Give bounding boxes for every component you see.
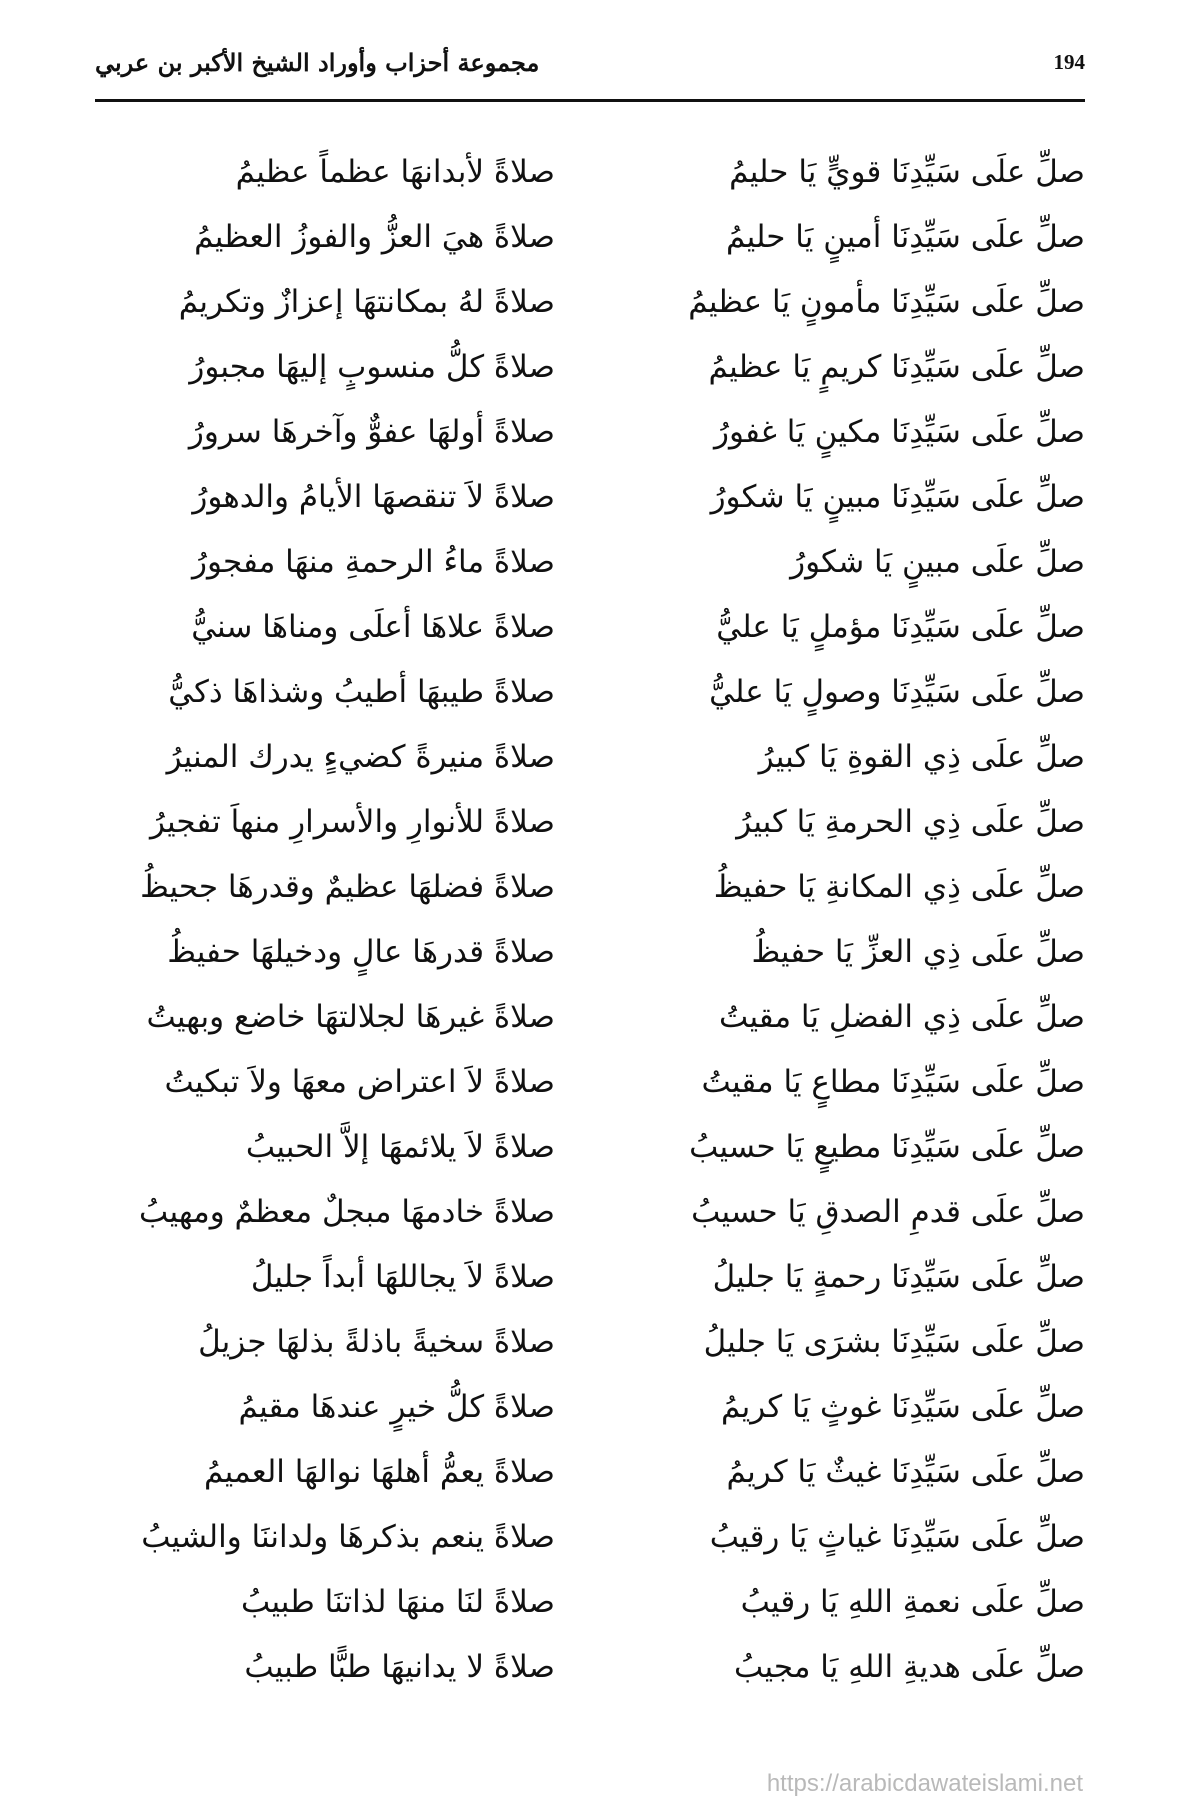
verse-line bbox=[95, 1572, 1085, 1637]
verse-second-hemistich: صلاةً ماءُ الرحمةِ منهَا مفجورُ bbox=[192, 544, 555, 580]
verse-second-hemistich: صلاةً علاهَا أعلَى ومناهَا سنيُّ bbox=[191, 609, 555, 645]
verse-line bbox=[95, 662, 1085, 727]
verse-line bbox=[95, 1442, 1085, 1507]
verse-second-hemistich: صلاةً لأبدانهَا عظماً عظيمُ bbox=[235, 154, 555, 190]
verse-second-hemistich: صلاةً لنَا منهَا لذاتنَا طبيبُ bbox=[241, 1584, 555, 1620]
verse-line bbox=[95, 142, 1085, 207]
header-divider bbox=[95, 99, 1085, 102]
verse-second-hemistich: صلاةً لا يدانيهَا طبًّا طبيبُ bbox=[244, 1649, 555, 1685]
poem-body bbox=[95, 142, 1085, 1702]
verse-first-hemistich: صلِّ علَى سَيِّدِنَا مأمونٍ يَا عظيمُ bbox=[688, 284, 1085, 320]
verse-line bbox=[95, 272, 1085, 337]
verse-line bbox=[95, 1117, 1085, 1182]
verse-first-hemistich: صلِّ علَى قدمِ الصدقِ يَا حسيبُ bbox=[691, 1194, 1085, 1230]
verse-line bbox=[95, 337, 1085, 402]
verse-line bbox=[95, 792, 1085, 857]
verse-second-hemistich: صلاةً أولهَا عفوٌّ وآخرهَا سرورُ bbox=[188, 414, 555, 450]
verse-line bbox=[95, 467, 1085, 532]
verse-line bbox=[95, 402, 1085, 467]
verse-first-hemistich: صلِّ علَى سَيِّدِنَا مطاعٍ يَا مقيتُ bbox=[701, 1064, 1085, 1100]
verse-second-hemistich: صلاةً سخيةً باذلةً بذلهَا جزيلُ bbox=[198, 1324, 555, 1360]
verse-first-hemistich: صلِّ علَى ذِي الفضلِ يَا مقيتُ bbox=[719, 999, 1085, 1035]
verse-line bbox=[95, 207, 1085, 272]
verse-first-hemistich: صلِّ علَى سَيِّدِنَا رحمةٍ يَا جليلُ bbox=[712, 1259, 1085, 1295]
verse-line bbox=[95, 987, 1085, 1052]
verse-first-hemistich: صلِّ علَى سَيِّدِنَا مكينٍ يَا غفورُ bbox=[714, 414, 1085, 450]
verse-second-hemistich: صلاةً غيرهَا لجلالتهَا خاضع وبهيتُ bbox=[146, 999, 555, 1035]
verse-line bbox=[95, 1377, 1085, 1442]
verse-first-hemistich: صلِّ علَى سَيِّدِنَا مبينٍ يَا شكورُ bbox=[710, 479, 1085, 515]
verse-first-hemistich: صلِّ علَى ذِي الحرمةِ يَا كبيرُ bbox=[736, 804, 1085, 840]
verse-line bbox=[95, 857, 1085, 922]
verse-second-hemistich: صلاةً لاَ اعتراض معهَا ولاَ تبكيتُ bbox=[164, 1064, 555, 1100]
verse-first-hemistich: صلِّ علَى هديةِ اللهِ يَا مجيبُ bbox=[734, 1649, 1085, 1685]
page-header bbox=[95, 40, 1085, 100]
verse-first-hemistich: صلِّ علَى ذِي العزِّ يَا حفيظُ bbox=[751, 934, 1085, 970]
verse-second-hemistich: صلاةً قدرهَا عالٍ ودخيلهَا حفيظُ bbox=[167, 934, 555, 970]
verse-line bbox=[95, 1182, 1085, 1247]
verse-first-hemistich: صلِّ علَى مبينٍ يَا شكورُ bbox=[790, 544, 1085, 580]
verse-line bbox=[95, 1637, 1085, 1702]
verse-first-hemistich: صلِّ علَى ذِي المكانةِ يَا حفيظُ bbox=[713, 869, 1085, 905]
verse-line bbox=[95, 1507, 1085, 1572]
verse-second-hemistich: صلاةً لهُ بمكانتهَا إعزازٌ وتكريمُ bbox=[178, 284, 555, 320]
verse-first-hemistich: صلِّ علَى سَيِّدِنَا بشرَى يَا جليلُ bbox=[703, 1324, 1085, 1360]
verse-first-hemistich: صلِّ علَى سَيِّدِنَا غوثٍ يَا كريمُ bbox=[721, 1389, 1085, 1425]
verse-line bbox=[95, 922, 1085, 987]
verse-second-hemistich: صلاةً كلُّ خيرٍ عندهَا مقيمُ bbox=[238, 1389, 555, 1425]
verse-second-hemistich: صلاةً ينعم بذكرهَا ولداننَا والشيبُ bbox=[141, 1519, 555, 1555]
verse-second-hemistich: صلاةً كلُّ منسوبٍ إليهَا مجبورُ bbox=[189, 349, 555, 385]
verse-second-hemistich: صلاةً لاَ يجاللهَا أبداً جليلُ bbox=[250, 1259, 555, 1295]
verse-second-hemistich: صلاةً منيرةً كضيءٍ يدرك المنيرُ bbox=[166, 739, 555, 775]
verse-line bbox=[95, 1052, 1085, 1117]
verse-second-hemistich: صلاةً طيبهَا أطيبُ وشذاهَا ذكيُّ bbox=[168, 674, 555, 710]
verse-first-hemistich: صلِّ علَى سَيِّدِنَا غياثٍ يَا رقيبُ bbox=[709, 1519, 1085, 1555]
verse-first-hemistich: صلِّ علَى سَيِّدِنَا كريمٍ يَا عظيمُ bbox=[708, 349, 1085, 385]
verse-line bbox=[95, 1312, 1085, 1377]
verse-first-hemistich: صلِّ علَى ذِي القوةِ يَا كبيرُ bbox=[758, 739, 1085, 775]
verse-line bbox=[95, 1247, 1085, 1312]
book-title: مجموعة أحزاب وأوراد الشيخ الأكبر بن عربي bbox=[95, 48, 540, 77]
verse-line bbox=[95, 727, 1085, 792]
verse-line bbox=[95, 597, 1085, 662]
watermark-url: https://arabicdawateislami.net bbox=[766, 1770, 1083, 1797]
verse-second-hemistich: صلاةً يعمُّ أهلهَا نوالهَا العميمُ bbox=[203, 1454, 555, 1490]
verse-first-hemistich: صلِّ علَى سَيِّدِنَا غيثٌ يَا كريمُ bbox=[726, 1454, 1085, 1490]
verse-second-hemistich: صلاةً خادمهَا مبجلٌ معظمٌ ومهيبُ bbox=[139, 1194, 555, 1230]
verse-first-hemistich: صلِّ علَى سَيِّدِنَا قويٍّ يَا حليمُ bbox=[729, 154, 1085, 190]
verse-second-hemistich: صلاةً فضلهَا عظيمٌ وقدرهَا جحيظُ bbox=[140, 869, 555, 905]
verse-second-hemistich: صلاةً لاَ يلائمهَا إلاَّ الحبيبُ bbox=[245, 1129, 555, 1165]
verse-second-hemistich: صلاةً لاَ تنقصهَا الأيامُ والدهورُ bbox=[192, 479, 555, 515]
page-number: 194 bbox=[1053, 50, 1085, 74]
verse-line bbox=[95, 532, 1085, 597]
verse-second-hemistich: صلاةً هيَ العزُّ والفوزُ العظيمُ bbox=[194, 219, 555, 255]
verse-first-hemistich: صلِّ علَى سَيِّدِنَا مؤملٍ يَا عليُّ bbox=[716, 609, 1085, 645]
verse-first-hemistich: صلِّ علَى نعمةِ اللهِ يَا رقيبُ bbox=[740, 1584, 1085, 1620]
verse-first-hemistich: صلِّ علَى سَيِّدِنَا وصولٍ يَا عليُّ bbox=[709, 674, 1085, 710]
verse-second-hemistich: صلاةً للأنوارِ والأسرارِ منهاَ تفجيرُ bbox=[149, 804, 555, 840]
verse-first-hemistich: صلِّ علَى سَيِّدِنَا أمينٍ يَا حليمُ bbox=[726, 219, 1085, 255]
verse-first-hemistich: صلِّ علَى سَيِّدِنَا مطيعٍ يَا حسيبُ bbox=[689, 1129, 1085, 1165]
